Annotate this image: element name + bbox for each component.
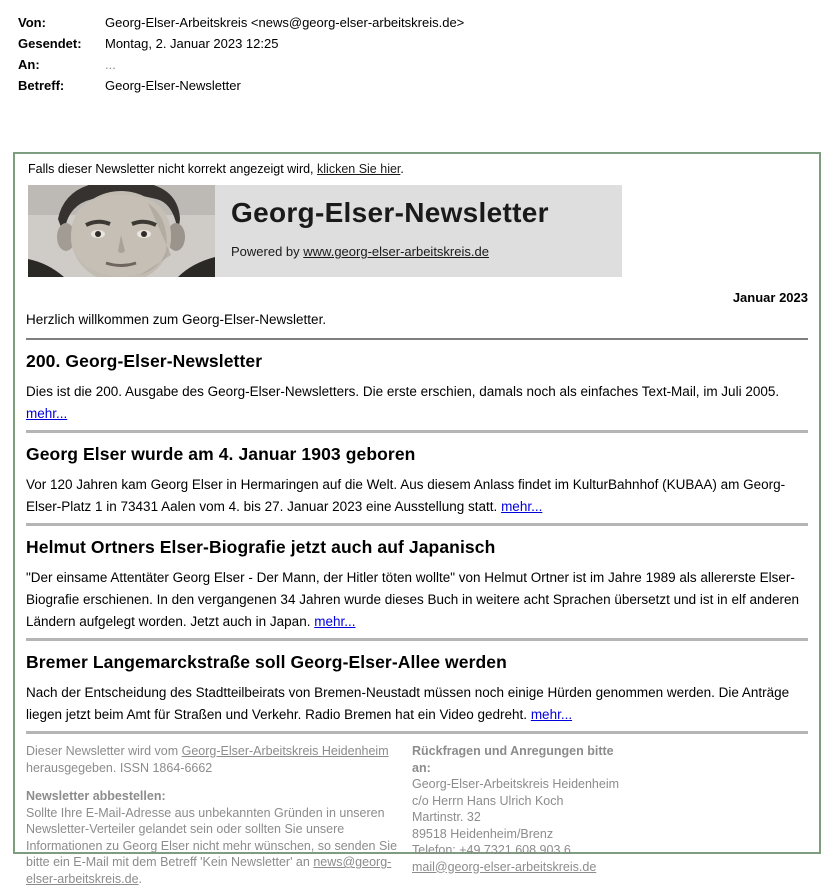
article-body: Dies ist die 200. Ausgabe des Georg-Elser-Newsletters. Die erste erschien, damals noch als einfaches Text-Mail, im Juli 2005. (26, 384, 780, 399)
header-field-betreff (18, 75, 830, 96)
contact-line: Telefon: +49 7321 608 903 6 (412, 843, 571, 857)
footer-right-column (412, 743, 634, 887)
article-heading: Bremer Langemarckstraße soll Georg-Elser-Allee werden (26, 652, 507, 672)
more-link[interactable]: mehr... (530, 707, 573, 722)
email-header (0, 0, 830, 96)
powered-by-text (231, 244, 622, 259)
article-heading: Georg Elser wurde am 4. Januar 1903 geboren (26, 444, 416, 464)
georg-elser-portrait-image (28, 185, 215, 277)
publisher-before: Dieser Newsletter wird vom (26, 744, 182, 758)
article (26, 537, 808, 633)
unsubscribe-end: . (138, 871, 143, 886)
publisher-after: herausgegeben. ISSN 1864-6662 (26, 760, 213, 775)
article-body: "Der einsame Attentäter Georg Elser - Der Mann, der Hitler töten wollte" von Helmut Ortner ist im Jahre 1989 als allererste Elser-Biografie erschienen. In den vergangenen 34 Jahren wurde dieses Buch in weitere acht Sprachen übersetzt und ist in elf anderen Ländern aufgelegt worden. Jetzt auch in Japan. (26, 570, 799, 629)
article (26, 351, 808, 425)
contact-heading: Rückfragen und Anregungen bitte an: (412, 744, 614, 775)
header-field-label: Gesendet: (18, 36, 82, 51)
divider (26, 523, 808, 526)
header-field-value: Georg-Elser-Newsletter (105, 78, 241, 93)
more-link[interactable]: mehr... (314, 614, 356, 629)
view-in-browser-link[interactable]: klicken Sie hier (317, 162, 401, 176)
header-field-value: Montag, 2. Januar 2023 12:25 (105, 36, 279, 51)
newsletter-footer (26, 734, 808, 887)
header-field-value: ... (105, 57, 116, 72)
unsubscribe-block (26, 788, 398, 887)
footer-left-column (26, 743, 398, 887)
article (26, 652, 808, 726)
header-field-von (18, 12, 830, 33)
article (26, 444, 808, 518)
header-field-label: Von: (18, 15, 46, 30)
issue-date: Januar 2023 (732, 290, 808, 305)
publisher-link[interactable]: Georg-Elser-Arbeitskreis Heidenheim (181, 744, 389, 758)
divider (26, 430, 808, 433)
publisher-text (26, 743, 398, 776)
divider (26, 338, 808, 340)
newsletter-banner (28, 185, 622, 277)
unsubscribe-email-link[interactable]: news@georg-elser-arbeitskreis.de (26, 855, 392, 886)
contact-line: Martinstr. 32 (412, 810, 481, 824)
more-link[interactable]: mehr... (501, 499, 543, 514)
article-heading: Helmut Ortners Elser-Biografie jetzt auch auf Japanisch (26, 537, 496, 557)
newsletter-container (13, 152, 821, 886)
header-field-label: Betreff: (18, 78, 65, 93)
unsubscribe-text: Sollte Ihre E-Mail-Adresse aus unbekannten Gründen in unseren Newsletter-Verteiler gelandet sein oder sollten Sie unsere Informationen zu Georg Elser nicht mehr wünschen, so senden Sie bitte ein E-Mail mit dem Betreff 'Kein Newsletter' an (26, 805, 398, 869)
article-body: Vor 120 Jahren kam Georg Elser in Hermaringen auf die Welt. Aus diesem Anlass findet im KulturBahnhof (KUBAA) am Georg-Elser-Platz 1 in 73431 Aalen vom 4. bis 27. Januar 2023 eine Ausstellung statt. (26, 477, 786, 514)
notice-text-after: . (400, 162, 404, 176)
header-field-an (18, 54, 830, 75)
article-heading: 200. Georg-Elser-Newsletter (26, 351, 263, 371)
contact-email-link[interactable]: mail@georg-elser-arbeitskreis.de (412, 859, 597, 874)
contact-line: Georg-Elser-Arbeitskreis Heidenheim (412, 777, 620, 791)
unsubscribe-heading: Newsletter abbestellen: (26, 789, 166, 803)
correction-notice (28, 162, 808, 176)
newsletter-title: Georg-Elser-Newsletter (231, 197, 549, 228)
powered-by-link[interactable]: www.georg-elser-arbeitskreis.de (303, 244, 489, 259)
more-link[interactable]: mehr... (26, 406, 68, 421)
header-field-label: An: (18, 57, 40, 72)
article-body: Nach der Entscheidung des Stadtteilbeirats von Bremen-Neustadt müssen noch einige Hürden genommen werden. Die Anträge liegen jetzt beim Amt für Straßen und Verkehr. Radio Bremen hat ein Video gedreht. (26, 685, 790, 722)
powered-by-prefix: Powered by (231, 244, 304, 259)
divider (26, 638, 808, 641)
contact-line: c/o Herrn Hans Ulrich Koch (412, 793, 564, 808)
welcome-text: Herzlich willkommen zum Georg-Elser-Newsletter. (26, 312, 327, 327)
header-field-gesendet (18, 33, 830, 54)
contact-line: 89518 Heidenheim/Brenz (412, 826, 554, 841)
header-field-value: Georg-Elser-Arbeitskreis <news@georg-elser-arbeitskreis.de> (105, 15, 465, 30)
banner-title-panel (215, 185, 622, 277)
notice-text-before: Falls dieser Newsletter nicht korrekt angezeigt wird, (28, 162, 318, 176)
